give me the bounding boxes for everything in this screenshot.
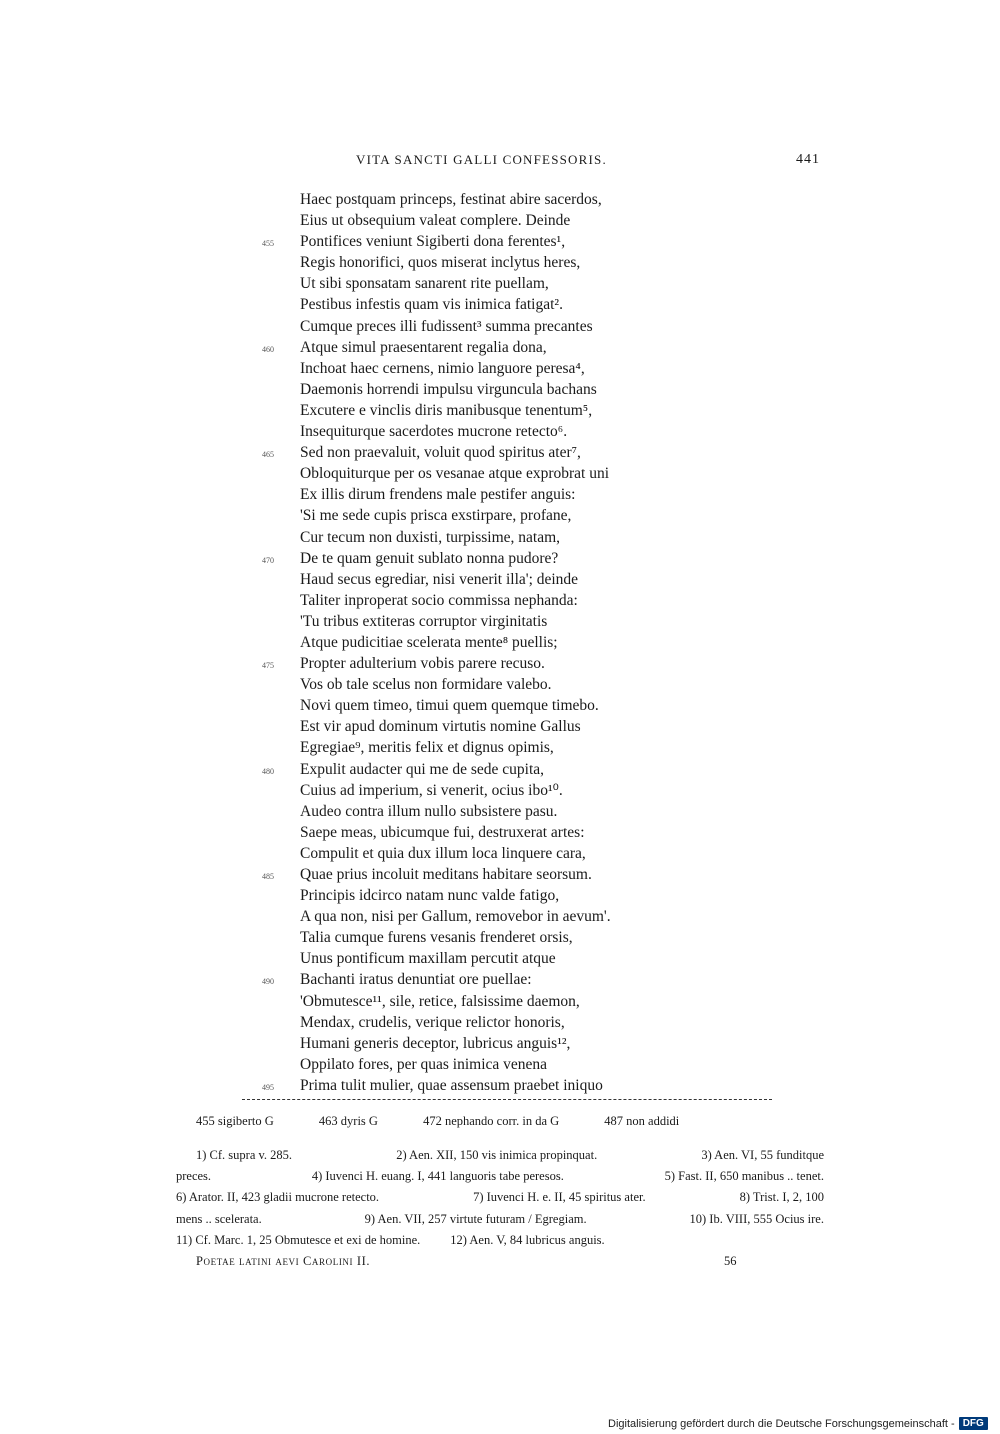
verse-line xyxy=(0,695,1000,716)
verse-line xyxy=(0,210,1000,231)
verse-number: 470 xyxy=(262,555,274,565)
apparatus-divider xyxy=(242,1099,772,1100)
footnote-line xyxy=(176,1166,824,1187)
verse-line xyxy=(0,611,1000,632)
footnote-line xyxy=(176,1145,824,1166)
verse-line xyxy=(0,885,1000,906)
verse-text: Audeo contra illum nullo subsistere pasu. xyxy=(300,802,558,820)
verse-text: Mendax, crudelis, verique relictor honoris, xyxy=(300,1013,565,1031)
verse-text: Obloquiturque per os vesanae atque exprobrat uni xyxy=(300,465,610,483)
verse-text: Saepe meas, ubicumque fui, destruxerat artes: xyxy=(300,823,585,841)
verse-line xyxy=(0,843,1000,864)
verse-text: Egregiae⁹, meritis felix et dignus opimis, xyxy=(300,739,554,757)
verse-text: Compulit et quia dux illum loca linquere cara, xyxy=(300,844,586,862)
verse-text: Principis idcirco natam nunc valde fatigo, xyxy=(300,887,560,905)
footnote-entry: 7) Iuvenci H. e. II, 45 spiritus ater. xyxy=(473,1190,646,1205)
verse-text: Pontifices veniunt Sigiberti dona ferentes¹, xyxy=(300,233,566,251)
verse-line xyxy=(0,737,1000,758)
verse-line xyxy=(0,569,1000,590)
verse-text: 'Tu tribus extiteras corruptor virginitatis xyxy=(300,612,548,630)
verse-text: Prima tulit mulier, quae assensum praebet iniquo xyxy=(300,1076,603,1094)
verse-line xyxy=(0,674,1000,695)
verse-line xyxy=(0,801,1000,822)
dfg-logo-icon: DFG xyxy=(959,1417,988,1430)
verse-text: Eius ut obsequium valeat complere. Deinde xyxy=(300,212,571,230)
verse-line xyxy=(0,273,1000,294)
verse-line xyxy=(0,548,1000,569)
page-header xyxy=(0,152,1000,174)
verse-text: Expulit audacter qui me de sede cupita, xyxy=(300,760,545,778)
footnote-entry: 4) Iuvenci H. euang. I, 441 languoris tabe peresos. xyxy=(311,1169,564,1184)
footnote-entry: 12) Aen. V, 84 lubricus anguis. xyxy=(450,1232,605,1247)
verse-text: Cumque preces illi fudissent³ summa precantes xyxy=(300,317,593,335)
verse-text: De te quam genuit sublato nonna pudore? xyxy=(300,549,559,567)
verse-text: Ex illis dirum frendens male pestifer anguis: xyxy=(300,486,576,504)
poem-text xyxy=(0,189,1000,1096)
verse-text: Oppilato fores, per quas inimica venena xyxy=(300,1055,548,1073)
verse-line xyxy=(0,294,1000,315)
verse-number: 480 xyxy=(262,766,274,776)
verse-text: Cuius ad imperium, si venerit, ocius ibo¹⁰. xyxy=(300,781,563,799)
verse-line xyxy=(0,948,1000,969)
verse-line xyxy=(0,505,1000,526)
verse-text: Talia cumque furens vesanis frenderet orsis, xyxy=(300,929,573,947)
footnote-entry: 8) Trist. I, 2, 100 xyxy=(739,1190,824,1205)
running-title: VITA SANCTI GALLI CONFESSORIS. xyxy=(356,152,607,167)
verse-line xyxy=(0,400,1000,421)
verse-text: Inchoat haec cernens, nimio languore peresa⁴, xyxy=(300,359,585,377)
verse-text: Excutere e vinclis diris manibusque tenentum⁵, xyxy=(300,401,593,419)
dfg-credit xyxy=(608,1417,988,1430)
verse-text: Atque simul praesentarent regalia dona, xyxy=(300,338,547,356)
verse-line xyxy=(0,716,1000,737)
apparatus-entry: 487 non addidi xyxy=(604,1114,680,1128)
apparatus-entry: 455 sigiberto G xyxy=(196,1114,274,1128)
verse-text: Bachanti iratus denuntiat ore puellae: xyxy=(300,971,532,989)
verse-text: 'Si me sede cupis prisca exstirpare, profane, xyxy=(300,507,572,525)
verse-number: 455 xyxy=(262,239,274,249)
footnote-entry: 10) Ib. VIII, 555 Ocius ire. xyxy=(689,1211,824,1226)
footnote-line xyxy=(176,1230,824,1251)
verse-line xyxy=(0,927,1000,948)
verse-text: Haud secus egrediar, nisi venerit illa'; deinde xyxy=(300,570,579,588)
signature-title: Poetae latini aevi Carolini II. xyxy=(196,1254,371,1268)
verse-number: 460 xyxy=(262,344,274,354)
verse-line xyxy=(0,252,1000,273)
verse-line xyxy=(0,1054,1000,1075)
footnote-entry: 1) Cf. supra v. 285. xyxy=(196,1148,293,1162)
verse-line xyxy=(0,421,1000,442)
verse-line xyxy=(0,864,1000,885)
verse-text: Vos ob tale scelus non formidare valebo. xyxy=(300,676,552,694)
verse-line xyxy=(0,337,1000,358)
verse-number: 495 xyxy=(262,1082,274,1092)
verse-text: Taliter inproperat socio commissa nephanda: xyxy=(300,591,578,609)
verse-line xyxy=(0,316,1000,337)
footnote-entry: 11) Cf. Marc. 1, 25 Obmutesce et exi de homine. xyxy=(176,1232,421,1247)
verse-line xyxy=(0,780,1000,801)
verse-number: 490 xyxy=(262,977,274,987)
footnote-entry: 2) Aen. XII, 150 vis inimica propinquat. xyxy=(396,1148,598,1162)
verse-line xyxy=(0,653,1000,674)
apparatus-entry: 472 nephando corr. in da G xyxy=(423,1114,560,1128)
footnote-entry: mens .. scelerata. xyxy=(176,1211,262,1226)
verse-number: 475 xyxy=(262,661,274,671)
verse-line xyxy=(0,906,1000,927)
verse-text: Pestibus infestis quam vis inimica fatigat². xyxy=(300,296,563,314)
verse-text: Haec postquam princeps, festinat abire sacerdos, xyxy=(300,191,602,208)
verse-text: Unus pontificum maxillam percutit atque xyxy=(300,950,556,968)
verse-line xyxy=(0,991,1000,1012)
apparatus-entry: 463 dyris G xyxy=(318,1114,378,1128)
footnote-entry: 6) Arator. II, 423 gladii mucrone retecto. xyxy=(176,1190,380,1205)
verse-line xyxy=(0,1033,1000,1054)
footnote-line xyxy=(176,1209,824,1230)
verse-text: Atque pudicitiae scelerata mente⁸ puellis; xyxy=(300,633,558,651)
footnote-entry: 5) Fast. II, 650 manibus .. tenet. xyxy=(664,1169,824,1184)
verse-text: Insequiturque sacerdotes mucrone retecto⁶. xyxy=(300,423,568,441)
verse-line xyxy=(0,442,1000,463)
verse-text: Cur tecum non duxisti, turpissime, natam, xyxy=(300,528,561,546)
footnote-entry: 9) Aen. VII, 257 virtute futuram / Egregiam. xyxy=(364,1211,587,1226)
verse-text: Quae prius incoluit meditans habitare seorsum. xyxy=(300,866,592,883)
verse-text: Novi quem timeo, timui quem quemque timebo. xyxy=(300,697,599,715)
footnote-line xyxy=(176,1187,824,1208)
verse-line xyxy=(0,969,1000,990)
verse-line xyxy=(0,484,1000,505)
dfg-credit-text: Digitalisierung gefördert durch die Deutsche Forschungsgemeinschaft - xyxy=(608,1417,955,1430)
verse-number: 485 xyxy=(262,872,274,881)
verse-line xyxy=(0,590,1000,611)
footnote-entry: 3) Aen. VI, 55 funditque xyxy=(701,1148,824,1162)
verse-text: Propter adulterium vobis parere recuso. xyxy=(300,655,545,673)
page-number: 441 xyxy=(796,152,820,167)
verse-text: A qua non, nisi per Gallum, removebor in aevum'. xyxy=(300,908,611,926)
verse-line xyxy=(0,463,1000,484)
verse-number: 465 xyxy=(262,450,274,460)
verse-line xyxy=(0,189,1000,210)
verse-line xyxy=(0,759,1000,780)
verse-text: 'Obmutesce¹¹, sile, retice, falsissime daemon, xyxy=(300,992,580,1010)
signature-number: 56 xyxy=(724,1254,737,1268)
verse-text: Est vir apud dominum virtutis nomine Gallus xyxy=(300,718,581,736)
verse-line xyxy=(0,358,1000,379)
verse-line xyxy=(0,231,1000,252)
verse-text: Humani generis deceptor, lubricus anguis¹², xyxy=(300,1034,571,1052)
verse-line xyxy=(0,1012,1000,1033)
critical-apparatus xyxy=(196,1114,836,1129)
verse-line xyxy=(0,527,1000,548)
verse-line xyxy=(0,379,1000,400)
verse-text: Ut sibi sponsatam sanarent rite puellam, xyxy=(300,275,549,293)
verse-text: Daemonis horrendi impulsu virguncula bachans xyxy=(300,380,597,398)
verse-text: Sed non praevaluit, voluit quod spiritus ater⁷, xyxy=(300,444,581,462)
verse-line xyxy=(0,822,1000,843)
verse-line xyxy=(0,632,1000,653)
footnote-entry: preces. xyxy=(176,1169,212,1184)
verse-text: Regis honorifici, quos miserat inclytus heres, xyxy=(300,254,581,272)
verse-line xyxy=(0,1075,1000,1096)
footnotes xyxy=(176,1145,824,1251)
